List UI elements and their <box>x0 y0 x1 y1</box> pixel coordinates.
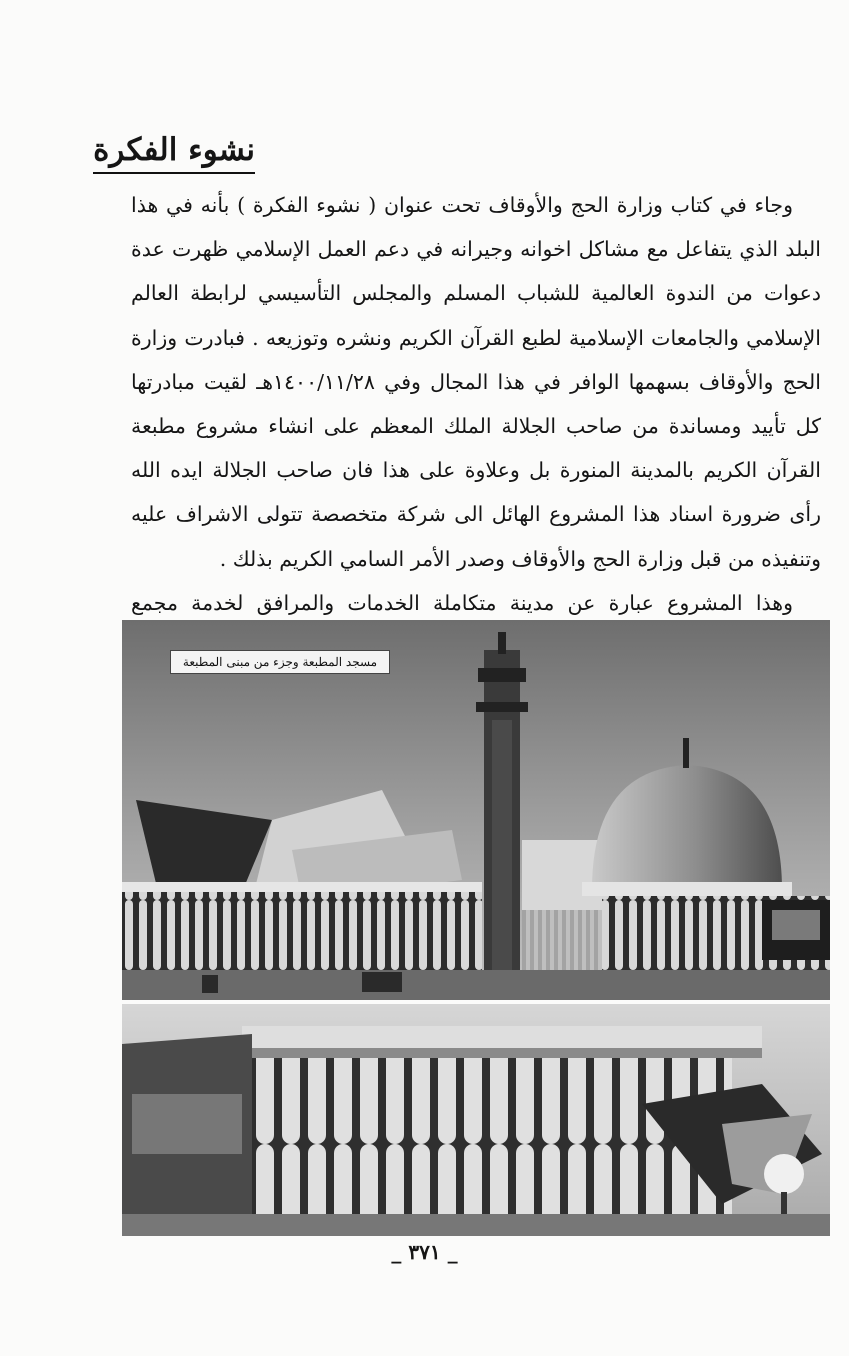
printing-complex-illustration <box>122 1004 830 1236</box>
mosque-illustration <box>122 620 830 1000</box>
section-heading: نشوء الفكرة <box>93 128 255 174</box>
page-number: _ ٣٧١ _ <box>391 1240 458 1264</box>
paragraph-2: وهذا المشروع عبارة عن مدينة متكاملة الخدمات والمرافق لخدمة مجمع <box>131 590 793 615</box>
printing-complex-photo <box>122 1004 830 1236</box>
mosque-photo <box>122 620 830 1000</box>
paragraph-1: وجاء في كتاب وزارة الحج والأوقاف تحت عنوان ( نشوء الفكرة ) بأنه في هذا البلد الذي يتفاعل مع مشاكل اخوانه وجيرانه في دعم العمل الإسلامي ظهرت عدة دعوات من الندوة العالمية للشباب المسلم والمجلس التأسيسي لرابطة العالم الإسلامي والجامعات الإسلامية لطبع القرآن الكريم ونشره وتوزيعه . فبادرت وزارة الحج والأوقاف بسهمها الوافر في هذا المجال وفي ١٤٠٠/١١/٢٨هـ لقيت مبادرتها كل تأييد ومساندة من صاحب الجلالة الملك المعظم على انشاء مشروع مطبعة القرآن الكريم بالمدينة المنورة بل وعلاوة على هذا فان صاحب الجلالة ايده الله رأى ضرورة اسناد هذا المشروع الهائل الى شركة متخصصة تتولى الاشراف عليه وتنفيذه من قبل وزارة الحج والأوقاف وصدر الأمر السامي الكريم بذلك . <box>131 193 822 571</box>
photo-caption: مسجد المطبعة وجزء من مبنى المطبعة <box>170 650 390 674</box>
